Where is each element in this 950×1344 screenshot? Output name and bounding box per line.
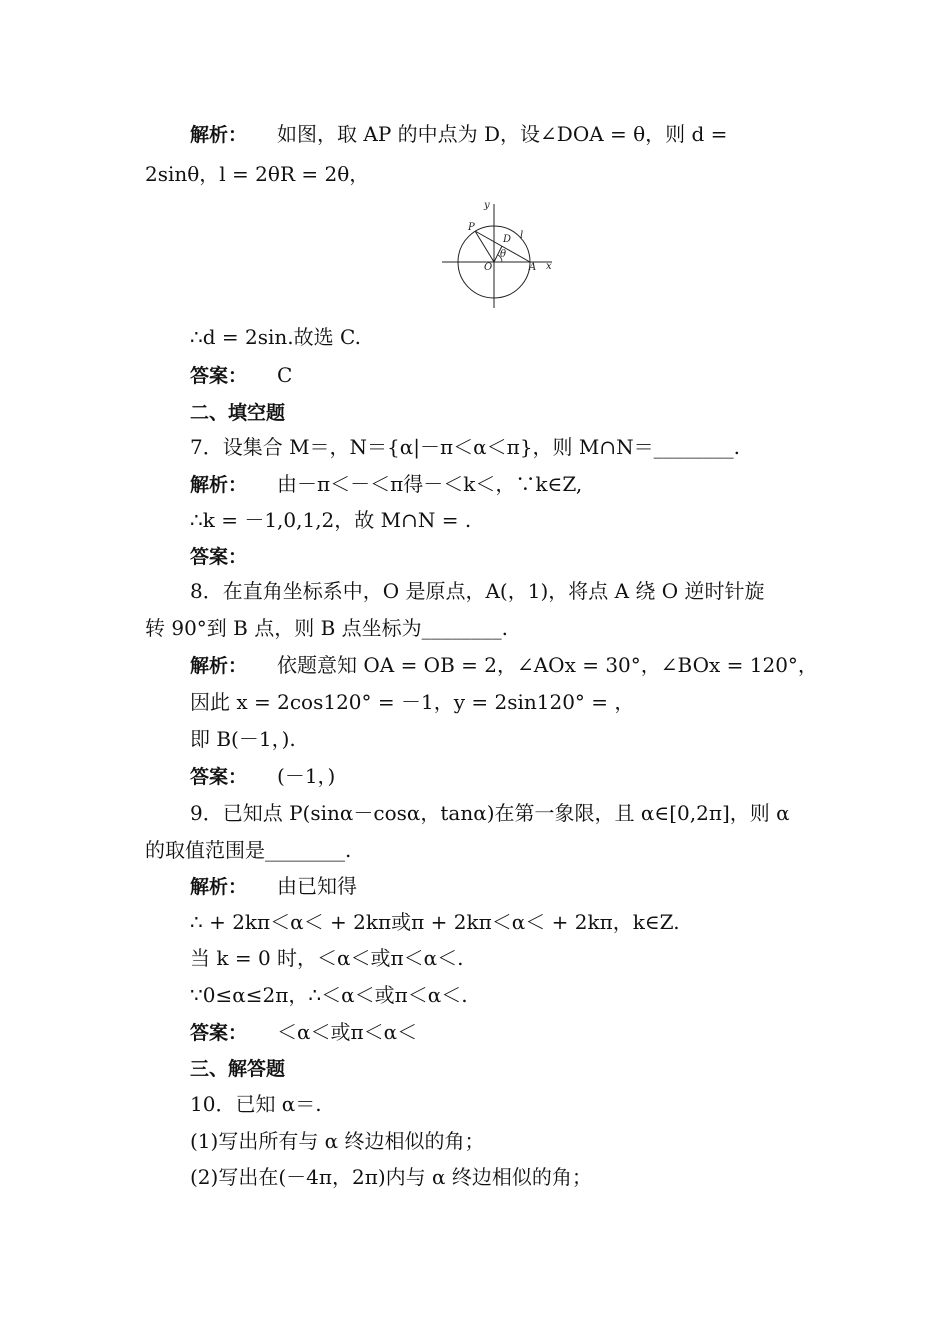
label-d: D [503,234,512,245]
section-heading: 二、填空题 [190,402,286,424]
answer-label: 答案： [190,546,248,568]
label-p: P [468,222,475,233]
line-text: 即 B(－1，). [190,727,296,751]
line-text: ＜α＜或π＜α＜ [277,1020,418,1044]
text-line [190,688,634,716]
text-line [190,398,285,427]
text-line [190,725,296,753]
text-line [190,944,464,972]
text-line [190,762,335,791]
text-line [190,433,740,461]
answer-label: 答案： [190,365,248,387]
line-text: 10．已知 α＝. [190,1092,322,1116]
text-line [190,120,727,149]
text-line [190,1127,485,1155]
text-line [190,470,582,499]
unit-circle-figure [440,196,558,310]
line-text: 7．设集合 M＝，N＝{α|－π＜α＜π}，则 M∩N＝________. [190,435,740,459]
line-text: ∴d = 2sin.故选 C. [190,325,361,349]
line-text: 转 90°到 B 点，则 B 点坐标为________. [145,616,508,640]
line-text: 8．在直角坐标系中，O 是原点，A(，1)，将点 A 绕 O 逆时针旋 [190,579,765,603]
text-line [190,799,790,827]
label-x: x [546,261,552,272]
line-text: ∵0≤α≤2π，∴＜α＜或π＜α＜. [190,983,468,1007]
text-line [190,908,680,936]
section-heading: 三、解答题 [190,1058,286,1080]
label-y: y [484,200,490,211]
line-text: 当 k = 0 时，＜α＜或π＜α＜. [190,946,464,970]
text-line [190,506,471,534]
label-l: l [520,230,524,241]
text-line [145,614,508,642]
line-text: ∴ + 2kπ＜α＜ + 2kπ或π + 2kπ＜α＜ + 2kπ，k∈Z. [190,910,680,934]
text-line [190,651,818,680]
line-text: 的取值范围是________. [145,838,352,862]
text-line [190,1163,592,1191]
line-text: 如图，取 AP 的中点为 D，设∠DOA = θ，则 d = [277,122,728,146]
line-text: (1)写出所有与 α 终边相似的角； [190,1129,485,1153]
text-line [190,1090,322,1118]
line-text: C [277,363,293,387]
line-text: 依题意知 OA = OB = 2，∠AOx = 30°，∠BOx = 120°， [277,653,818,677]
line-text: 9．已知点 P(sinα－cosα，tanα)在第一象限，且 α∈[0,2π]，则 α [190,801,790,825]
text-line [190,323,361,351]
radius-op [475,231,494,262]
line-text: 由－π＜－＜π得－＜k＜，∵k∈Z, [277,472,583,496]
label-a: A [529,262,537,273]
label-theta: θ [500,249,507,260]
answer-label: 解析： [190,876,248,898]
text-line [190,1054,285,1083]
text-line [190,1018,417,1047]
text-line [190,981,468,1009]
answer-label: 答案： [190,766,248,788]
text-line [145,160,369,188]
line-text: ∴k = －1,0,1,2，故 M∩N = . [190,508,472,532]
text-line [190,577,765,605]
text-line [190,872,357,901]
answer-label: 解析： [190,655,248,677]
answer-label: 答案： [190,1022,248,1044]
label-o: O [484,262,493,273]
text-line [190,361,292,390]
line-text: (2)写出在(－4π，2π)内与 α 终边相似的角； [190,1165,592,1189]
line-text: 2sinθ，l = 2θR = 2θ， [145,162,370,186]
answer-label: 解析： [190,124,248,146]
line-text: (－1，) [277,764,336,788]
answer-label: 解析： [190,474,248,496]
text-line [145,836,351,864]
line-text: 因此 x = 2cos120° = －1，y = 2sin120° = ， [190,690,635,714]
line-text: 由已知得 [277,874,358,898]
text-line [190,542,277,571]
